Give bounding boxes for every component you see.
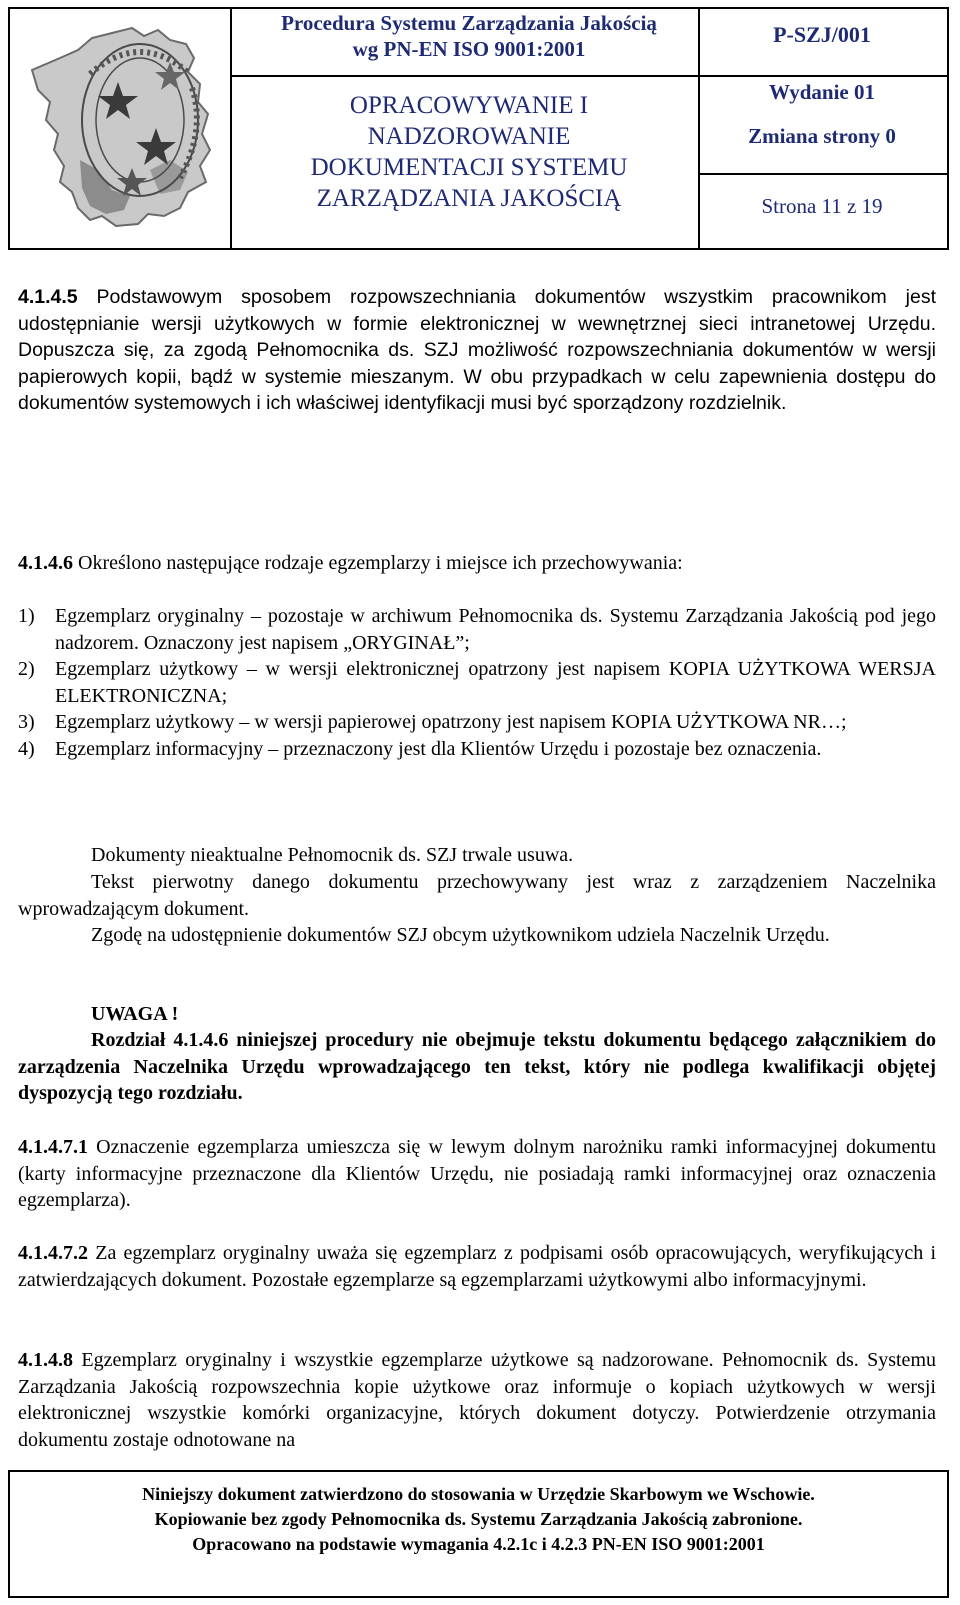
header-divider-title	[230, 75, 700, 77]
obsolete-documents-note: Dokumenty nieaktualne Pełnomocnik ds. SZJ trwale usuwa.	[91, 844, 574, 866]
section-text: Egzemplarz oryginalny i wszystkie egzemplarze użytkowe są nadzorowane. Pełnomocnik ds. Systemu Zarządzania Jakością rozpowszechnia kopie użytkowe oraz informuje o kopiach użytkowych w wersji elektronicznej wszystkie komórki organizacyjne, których dokument dotyczy. Potwierdzenie otrzymania dokumentu zostaje odnotowane na	[18, 1349, 936, 1451]
office-logo-emblem	[20, 10, 230, 238]
header-divider-code	[700, 75, 949, 77]
document-footer	[8, 1470, 949, 1598]
footer-line-2: Kopiowanie bez zgody Pełnomocnika ds. Systemu Zarządzania Jakością zabronione.	[154, 1509, 803, 1529]
header-divider-change	[700, 173, 949, 175]
warning-title: UWAGA !	[91, 1003, 179, 1025]
document-title-line: NADZOROWANIE	[367, 123, 571, 150]
list-item	[18, 709, 936, 736]
list-marker: 4)	[18, 737, 35, 760]
copy-types-list	[18, 603, 936, 762]
document-code: P-SZJ/001	[773, 22, 871, 47]
section-text: Określono następujące rodzaje egzemplarzy i miejsce ich przechowywania:	[73, 552, 683, 574]
section-number: 4.1.4.7.1	[18, 1136, 88, 1158]
list-text: Egzemplarz użytkowy – w wersji elektronicznej opatrzony jest napisem KOPIA UŻYTKOWA WERSJA ELEKTRONICZNA;	[55, 658, 936, 707]
procedure-title	[238, 10, 700, 62]
section-number: 4.1.4.5	[18, 286, 78, 308]
section-4-1-4-7-1	[18, 1134, 936, 1214]
section-4-1-4-6	[18, 550, 936, 577]
header-divider-left	[230, 9, 232, 248]
list-text: Egzemplarz informacyjny – przeznaczony jest dla Klientów Urzędu i pozostaje bez oznaczenia.	[55, 737, 822, 760]
section-text: Podstawowym sposobem rozpowszechniania dokumentów wszystkim pracownikom jest udostępnianie wersji użytkowych w formie elektronicznej w wewnętrznej sieci intranetowej Urzędu. Dopuszcza się, za zgodą Pełnomocnika ds. SZJ możliwość rozpowszechniania dokumentów w wersji papierowych kopii, bądź w systemie mieszanym. W obu przypadkach w celu zapewnienia dostępu do dokumentów systemowych i ich właściwej identyfikacji musi być sporządzony rozdzielnik.	[18, 286, 936, 414]
procedure-line-2: wg PN-EN ISO 9001:2001	[352, 37, 586, 61]
section-4-1-4-5	[18, 284, 936, 417]
document-title-line: DOKUMENTACJI SYSTEMU	[310, 154, 628, 181]
document-title-line: OPRACOWYWANIE I	[349, 92, 589, 119]
list-text: Egzemplarz oryginalny – pozostaje w archiwum Pełnomocnika ds. Systemu Zarządzania Jakością pod jego nadzorem. Oznaczony jest napisem „ORYGINAŁ”;	[55, 605, 936, 654]
document-title-line: ZARZĄDZANIA JAKOŚCIĄ	[316, 185, 622, 212]
procedure-line-1: Procedura Systemu Zarządzania Jakością	[281, 11, 657, 35]
footer-line-1: Niniejszy dokument zatwierdzono do stosowania w Urzędzie Skarbowym we Wschowie.	[142, 1484, 815, 1504]
list-marker: 1)	[18, 605, 35, 627]
section-text: Oznaczenie egzemplarza umieszcza się w lewym dolnym narożniku ramki informacyjnej dokumentu (karty informacyjne przeznaczone dla Klientów Urzędu, nie posiadają ramki informacyjnej oraz oznaczenia egzemplarza).	[18, 1136, 936, 1211]
page-change-label: Zmiana strony 0	[748, 124, 896, 148]
list-marker: 2)	[18, 658, 35, 680]
edition-label: Wydanie 01	[769, 80, 875, 104]
list-item	[18, 603, 936, 656]
document-title	[238, 90, 700, 214]
list-marker: 3)	[18, 711, 35, 733]
footer-line-3: Opracowano na podstawie wymagania 4.2.1c i 4.2.3 PN-EN ISO 9001:2001	[192, 1534, 765, 1554]
warning-text: Rozdział 4.1.4.6 niniejszej procedury nie obejmuje tekstu dokumentu będącego załącznikiem do zarządzenia Naczelnika Urzędu wprowadzającego ten tekst, który nie podlega kwalifikacji objętej dyspozycją tego rozdziału.	[18, 1029, 936, 1104]
footer-text	[10, 1482, 947, 1557]
section-number: 4.1.4.6	[18, 552, 73, 574]
section-number: 4.1.4.7.2	[18, 1242, 88, 1264]
list-item	[18, 736, 936, 763]
original-text-note: Tekst pierwotny danego dokumentu przechowywany jest wraz z zarządzeniem Naczelnika wprowadzającym dokument.	[18, 871, 936, 920]
section-text: Za egzemplarz oryginalny uważa się egzemplarz z podpisami osób opracowujących, weryfikujących i zatwierdzających dokument. Pozostałe egzemplarze są egzemplarzami użytkowymi albo informacyjnymi.	[18, 1242, 936, 1291]
section-number: 4.1.4.8	[18, 1349, 73, 1371]
list-item	[18, 656, 936, 709]
section-4-1-4-7-2	[18, 1240, 936, 1293]
list-text: Egzemplarz użytkowy – w wersji papierowej opatrzony jest napisem KOPIA UŻYTKOWA NR…;	[55, 711, 847, 733]
external-access-note: Zgodę na udostępnienie dokumentów SZJ obcym użytkownikom udziela Naczelnik Urzędu.	[91, 924, 830, 946]
page-number: Strona 11 z 19	[761, 194, 883, 218]
section-4-1-4-8	[18, 1347, 936, 1453]
